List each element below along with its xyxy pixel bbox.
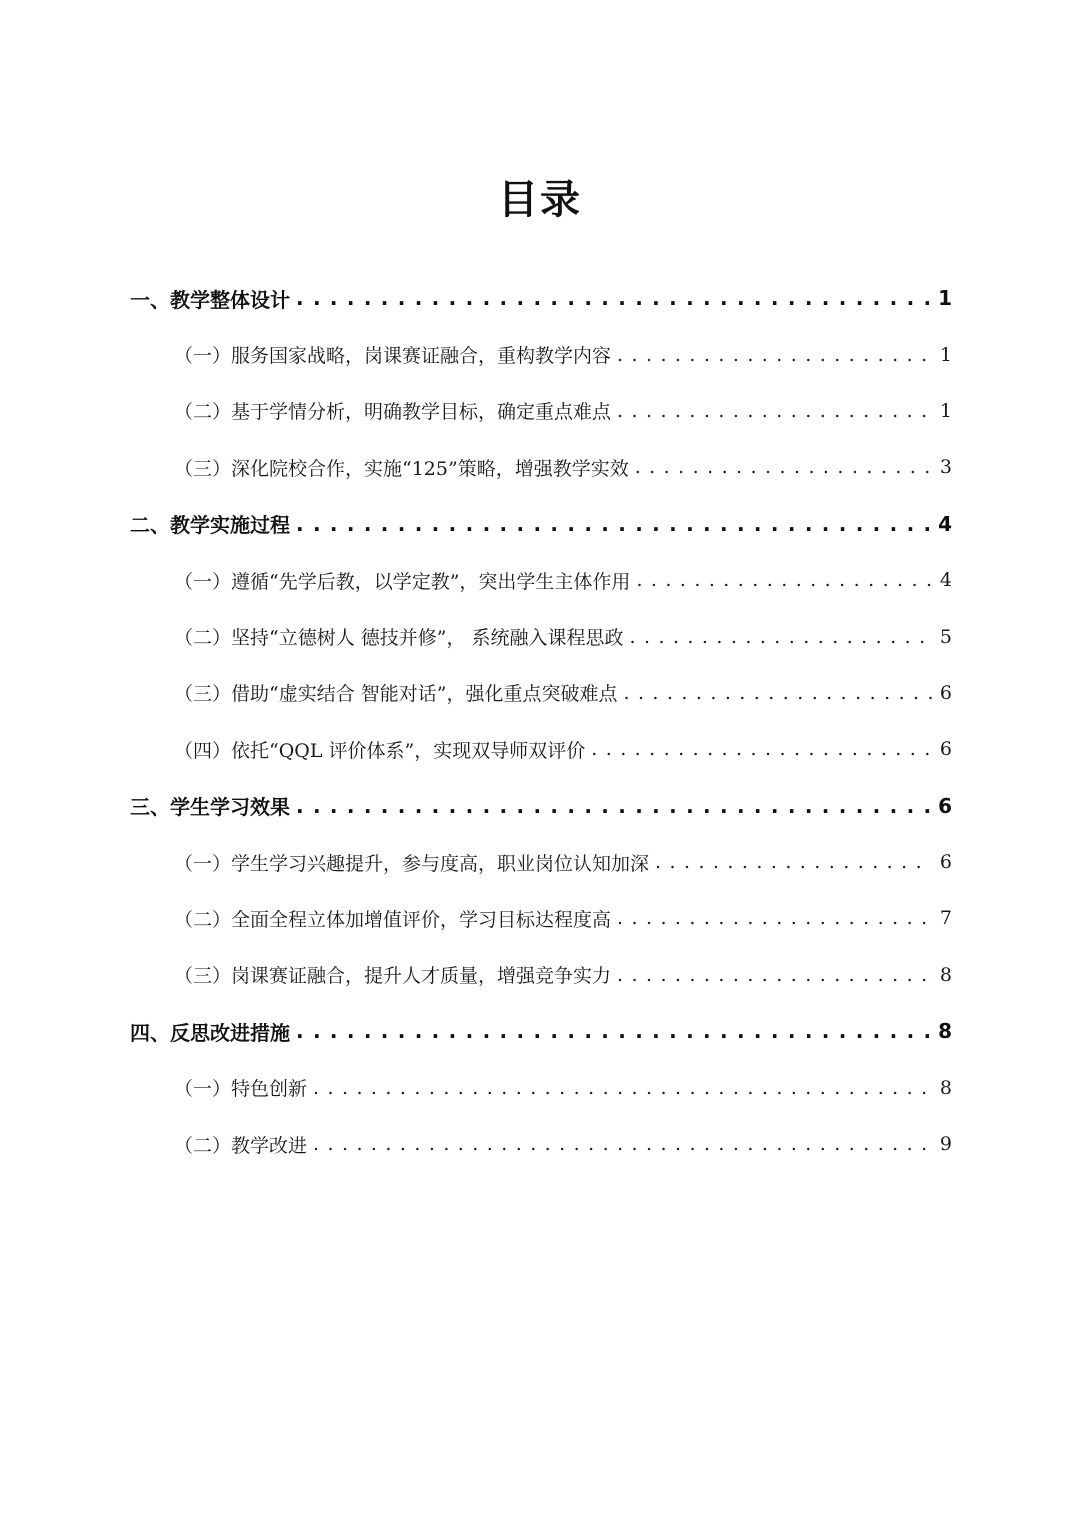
toc-entry-page-number: 8 xyxy=(939,1076,952,1099)
dot-leader xyxy=(617,383,932,439)
toc-entry-label: 一、教学整体设计 xyxy=(130,287,290,312)
toc-entry-label: （二）坚持“立德树人 德技并修”， 系统融入课程思政 xyxy=(174,627,624,650)
toc-subsection-entry[interactable] xyxy=(130,383,952,439)
toc-entry-page-number: 6 xyxy=(938,793,952,818)
toc-subsection-entry[interactable] xyxy=(130,665,952,721)
toc-entry-label: （三）深化院校合作，实施“125”策略，增强教学实效 xyxy=(174,457,629,480)
toc-subsection-entry[interactable] xyxy=(130,439,952,495)
toc-entry-label: （四）依托“QQL 评价体系”，实现双导师双评价 xyxy=(174,739,586,762)
dot-leader xyxy=(296,270,932,326)
dot-leader xyxy=(313,1059,932,1115)
toc-subsection-entry[interactable] xyxy=(130,608,952,664)
toc-entry-page-number: 4 xyxy=(938,511,952,536)
toc-entry-label: 四、反思改进措施 xyxy=(130,1020,290,1045)
toc-entry-page-number: 8 xyxy=(938,1019,952,1044)
toc-entry-label: （二）全面全程立体加增值评价，学习目标达程度高 xyxy=(174,908,612,931)
toc-subsection-entry[interactable] xyxy=(130,326,952,382)
toc-section-entry[interactable] xyxy=(130,496,952,552)
dot-leader xyxy=(623,665,932,721)
toc-entry-label: 三、学生学习效果 xyxy=(130,795,290,820)
toc-entry-label: （三）借助“虚实结合 智能对话”，强化重点突破难点 xyxy=(174,683,618,706)
toc-entry-page-number: 1 xyxy=(938,286,952,311)
toc-entry-page-number: 6 xyxy=(939,738,952,761)
dot-leader xyxy=(635,439,932,495)
toc-entry-page-number: 1 xyxy=(939,343,952,366)
toc-subsection-entry[interactable] xyxy=(130,1059,952,1115)
toc-entry-label: （一）特色创新 xyxy=(174,1078,308,1101)
toc-entry-page-number: 1 xyxy=(939,399,952,422)
toc-entry-page-number: 9 xyxy=(939,1133,952,1156)
dot-leader xyxy=(617,890,932,946)
table-of-contents xyxy=(130,270,952,1172)
toc-entry-page-number: 3 xyxy=(939,456,952,479)
toc-subsection-entry[interactable] xyxy=(130,890,952,946)
dot-leader xyxy=(630,608,932,664)
toc-entry-label: （一）遵循“先学后教，以学定教”，突出学生主体作用 xyxy=(174,570,631,593)
dot-leader xyxy=(636,552,932,608)
toc-entry-label: （二）基于学情分析，明确教学目标，确定重点难点 xyxy=(174,401,612,424)
toc-subsection-entry[interactable] xyxy=(130,552,952,608)
dot-leader xyxy=(617,947,932,1003)
toc-entry-label: （一）学生学习兴趣提升，参与度高，职业岗位认知加深 xyxy=(174,852,650,875)
toc-entry-page-number: 7 xyxy=(939,907,952,930)
toc-entry-label: （一）服务国家战略，岗课赛证融合，重构教学内容 xyxy=(174,345,612,368)
toc-section-entry[interactable] xyxy=(130,270,952,326)
toc-subsection-entry[interactable] xyxy=(130,721,952,777)
toc-subsection-entry[interactable] xyxy=(130,947,952,1003)
page-title: 目录 xyxy=(498,177,582,223)
toc-subsection-entry[interactable] xyxy=(130,834,952,890)
toc-entry-page-number: 4 xyxy=(939,569,952,592)
dot-leader xyxy=(296,778,932,834)
toc-subsection-entry[interactable] xyxy=(130,1116,952,1172)
toc-section-entry[interactable] xyxy=(130,1003,952,1059)
toc-entry-page-number: 5 xyxy=(939,625,952,648)
dot-leader xyxy=(655,834,932,890)
toc-entry-label: 二、教学实施过程 xyxy=(130,513,290,538)
dot-leader xyxy=(313,1116,932,1172)
toc-entry-label: （二）教学改进 xyxy=(174,1134,308,1157)
dot-leader xyxy=(296,496,932,552)
toc-entry-page-number: 6 xyxy=(939,851,952,874)
dot-leader xyxy=(591,721,932,777)
toc-entry-page-number: 6 xyxy=(939,681,952,704)
toc-entry-page-number: 8 xyxy=(939,963,952,986)
dot-leader xyxy=(617,326,932,382)
toc-entry-label: （三）岗课赛证融合，提升人才质量，增强竞争实力 xyxy=(174,965,612,988)
dot-leader xyxy=(296,1003,932,1059)
toc-section-entry[interactable] xyxy=(130,778,952,834)
